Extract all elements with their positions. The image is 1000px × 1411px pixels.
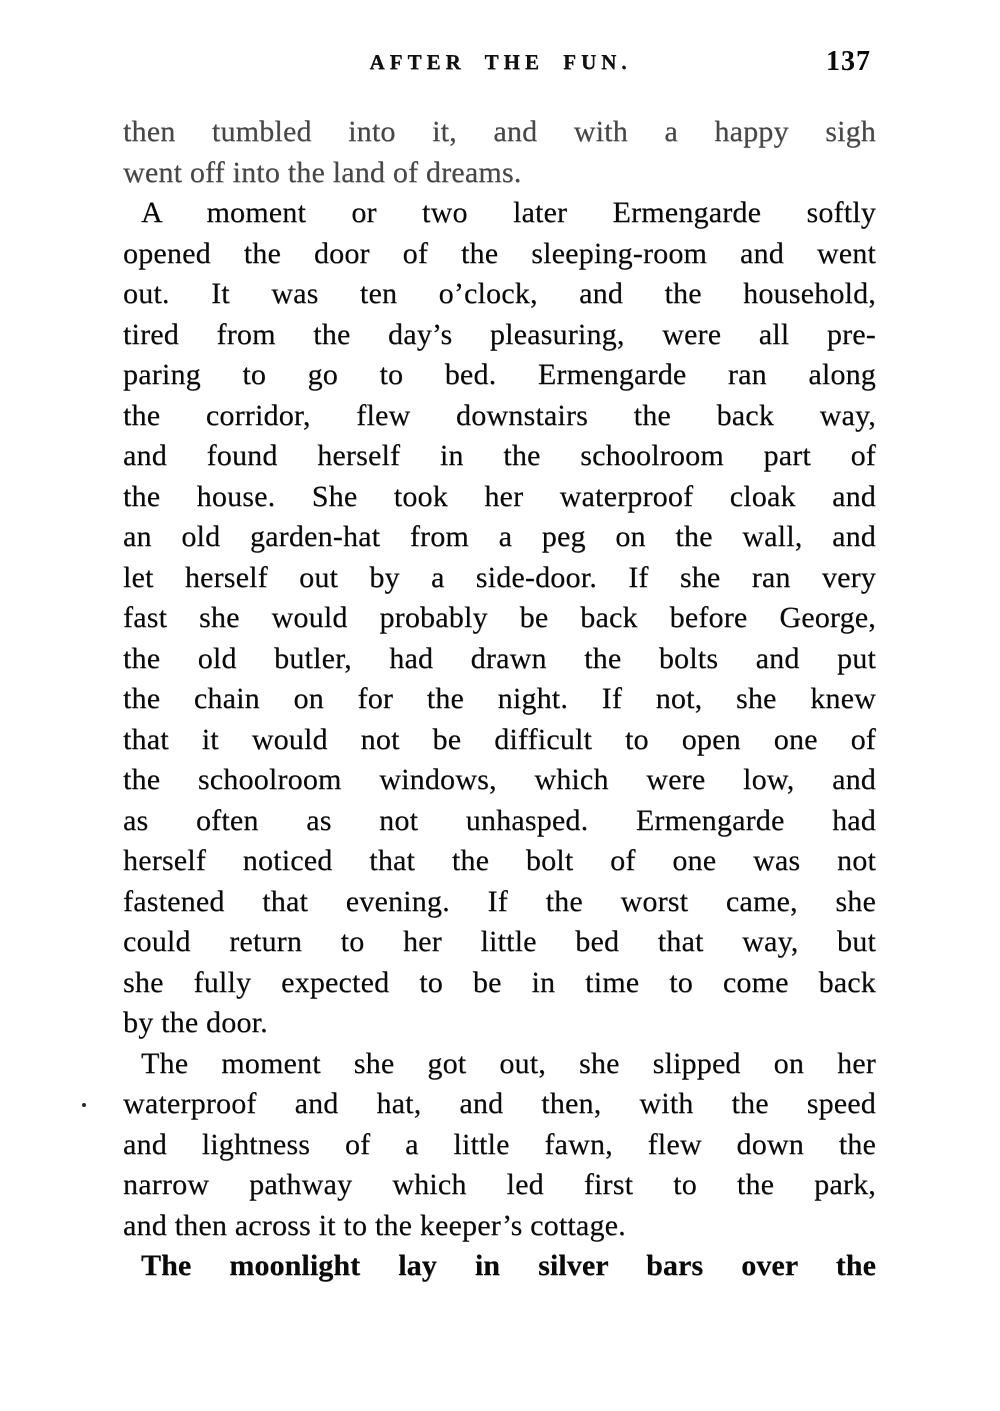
text-line: The moonlight lay in silver bars over the [141,1249,876,1282]
text-line: went off into the land of dreams. [123,155,522,189]
text-line: then tumbled into it, and with a happy sigh [123,115,876,148]
text-line: an old garden-hat from a peg on the wall, and [123,520,876,553]
text-line: the schoolroom windows, which were low, and [123,763,876,796]
text-line: could return to her little bed that way, but [123,925,876,958]
text-line: A moment or two later Ermengarde softly [141,196,876,229]
text-line: the house. She took her waterproof cloak and [123,479,876,513]
running-header [124,46,877,84]
text-line: tired from the day’s pleasuring, were all pre- [123,317,876,351]
text-line: let herself out by a side-door. If she ran very [123,560,876,594]
text-line: fastened that evening. If the worst came, she [123,884,876,918]
text-line: by the door. [123,1006,268,1039]
text-line: out. It was ten o’clock, and the household, [123,277,876,310]
scan-speck [82,1103,86,1107]
page-number: 137 [826,46,871,77]
text-line: she fully expected to be in time to come back [123,965,876,999]
running-header-title: AFTER THE FUN. [369,50,632,74]
text-line: paring to go to bed. Ermengarde ran along [123,358,876,391]
text-line: the chain on for the night. If not, she knew [123,682,876,715]
text-line: narrow pathway which led first to the park, [123,1168,876,1201]
text-line: waterproof and hat, and then, with the speed [123,1087,876,1120]
text-line: the corridor, flew downstairs the back way, [123,398,876,432]
page-body [123,112,876,1287]
text-line: herself noticed that the bolt of one was not [123,844,876,877]
text-line: and lightness of a little fawn, flew down the [123,1127,876,1161]
text-line: the old butler, had drawn the bolts and put [123,641,876,675]
text-line: as often as not unhasped. Ermengarde had [123,803,876,837]
text-line: that it would not be difficult to open one of [123,722,876,756]
text-line: opened the door of the sleeping-room and went [123,236,876,270]
text-line: and found herself in the schoolroom part of [123,439,876,472]
text-line: fast she would probably be back before George, [123,601,876,634]
text-line: The moment she got out, she slipped on her [141,1046,876,1080]
text-line: and then across it to the keeper’s cottage. [123,1208,626,1242]
